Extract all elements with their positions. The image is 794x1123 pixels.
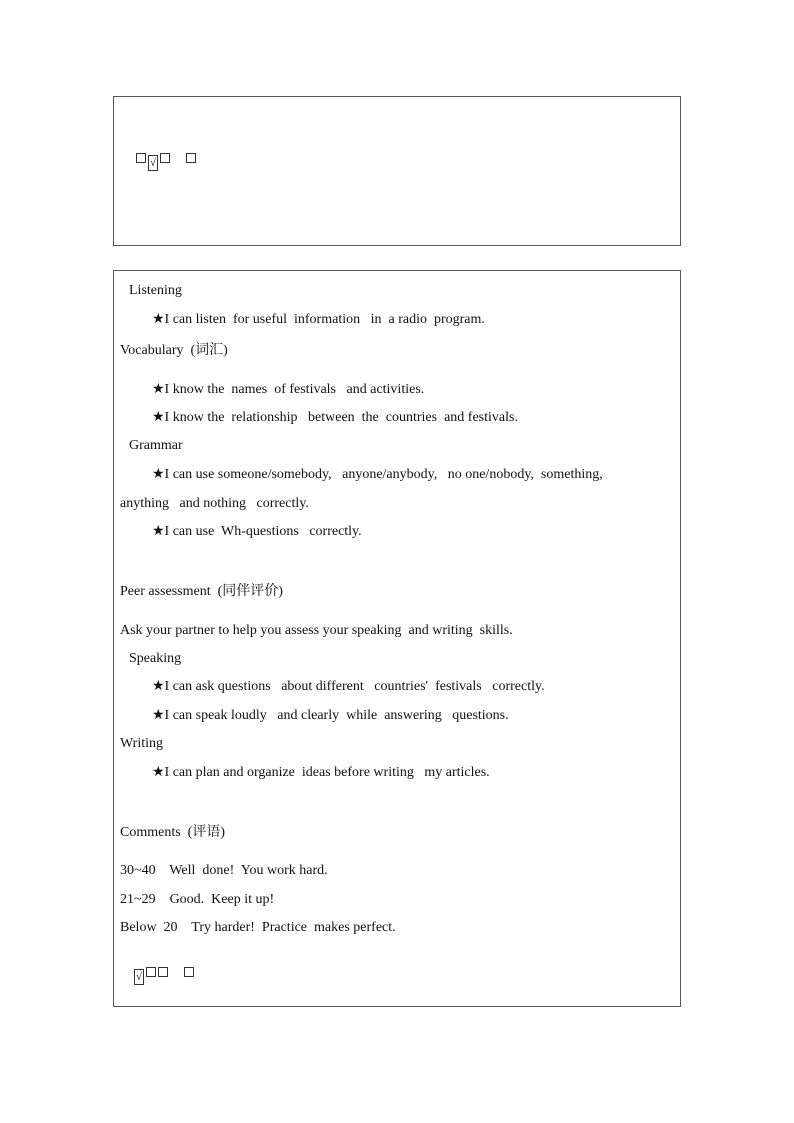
peer-assessment-intro: Ask your partner to help you assess your speaking and writing skills. — [120, 623, 513, 638]
speaking-heading: Speaking — [129, 651, 182, 666]
comment-row: 30~40 Well done! You work hard. — [120, 863, 328, 878]
listening-heading: Listening — [129, 283, 182, 298]
checkbox-empty[interactable] — [136, 153, 146, 163]
vocabulary-item: ★I know the names of festivals and activities. — [152, 382, 425, 397]
rating-checkboxes — [122, 132, 198, 189]
checkbox-empty[interactable] — [184, 967, 194, 977]
comment-row: 21~29 Good. Keep it up! — [120, 892, 275, 907]
checkbox-empty[interactable] — [186, 153, 196, 163]
grammar-item: ★I can use Wh-questions correctly. — [152, 524, 362, 539]
grammar-heading: Grammar — [129, 438, 183, 453]
checkbox-empty[interactable] — [158, 967, 168, 977]
vocabulary-heading: Vocabulary (词汇) — [120, 343, 228, 358]
comments-heading: Comments (评语) — [120, 825, 225, 840]
comment-row: Below 20 Try harder! Practice makes perfect. — [120, 920, 396, 935]
writing-heading: Writing — [120, 736, 163, 751]
grammar-item: ★I can use someone/somebody, anyone/anybody, no one/nobody, something, — [152, 467, 603, 482]
peer-assessment-heading: Peer assessment (同伴评价) — [120, 584, 283, 599]
rating-box-top — [113, 96, 681, 246]
speaking-item: ★I can speak loudly and clearly while answering questions. — [152, 708, 509, 723]
writing-item: ★I can plan and organize ideas before writing my articles. — [152, 765, 490, 780]
rating-checkboxes — [120, 946, 196, 1003]
checkbox-checked[interactable]: √ — [149, 157, 157, 169]
checkbox-checked[interactable]: √ — [135, 971, 143, 983]
speaking-item: ★I can ask questions about different countries' festivals correctly. — [152, 679, 545, 694]
vocabulary-item: ★I know the relationship between the countries and festivals. — [152, 410, 518, 425]
checkbox-empty[interactable] — [146, 967, 156, 977]
assessment-box — [113, 270, 681, 1007]
checkbox-empty[interactable] — [160, 153, 170, 163]
listening-item: ★I can listen for useful information in a radio program. — [152, 312, 485, 327]
grammar-item-continued: anything and nothing correctly. — [120, 496, 309, 511]
